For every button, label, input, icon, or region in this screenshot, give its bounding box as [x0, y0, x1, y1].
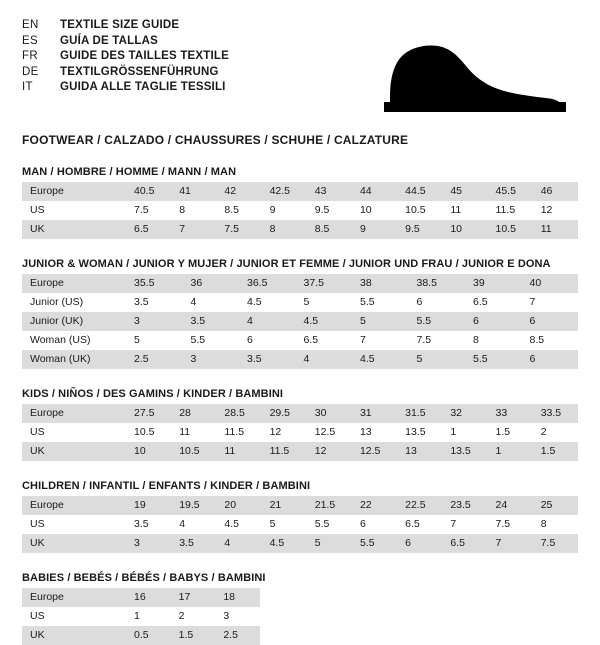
size-cell: 5: [262, 515, 307, 534]
size-cell: 7.5: [126, 201, 171, 220]
size-cell: 4.5: [262, 534, 307, 553]
size-cell: 10.5: [397, 201, 442, 220]
size-cell: 6.5: [296, 331, 353, 350]
size-cell: 7.5: [488, 515, 533, 534]
size-cell: 7.5: [216, 220, 261, 239]
row-label: Junior (UK): [22, 312, 126, 331]
size-cell: 31.5: [397, 404, 442, 423]
size-cell: 5.5: [465, 350, 522, 369]
size-cell: 3: [183, 350, 240, 369]
size-group-title: BABIES / BEBÉS / BÉBÉS / BABYS / BAMBINI: [22, 572, 266, 584]
size-cell: 6: [409, 293, 466, 312]
size-cell: 1: [488, 442, 533, 461]
size-cell: 28.5: [216, 404, 261, 423]
size-cell: 40.5: [126, 182, 171, 201]
table-row: [22, 274, 578, 293]
size-cell: 33: [488, 404, 533, 423]
size-cell: 10.5: [171, 442, 216, 461]
size-cell: 6.5: [465, 293, 522, 312]
size-cell: 13: [397, 442, 442, 461]
size-cell: 2: [533, 423, 578, 442]
size-cell: 5: [352, 312, 409, 331]
size-cell: 2: [171, 607, 216, 626]
size-cell: 13.5: [442, 442, 487, 461]
table-row: [22, 201, 578, 220]
size-cell: 11: [533, 220, 578, 239]
size-cell: 19: [126, 496, 171, 515]
language-row: [22, 34, 229, 50]
size-cell: 3.5: [126, 293, 183, 312]
size-cell: 3: [215, 607, 260, 626]
size-group: [22, 258, 578, 369]
size-cell: 45: [442, 182, 487, 201]
row-label: Europe: [22, 588, 126, 607]
row-label: Europe: [22, 404, 126, 423]
size-cell: 6: [239, 331, 296, 350]
size-cell: 20: [216, 496, 261, 515]
language-title-list-body: [22, 18, 229, 96]
size-table: [22, 588, 260, 645]
size-cell: 5: [409, 350, 466, 369]
size-cell: 46: [533, 182, 578, 201]
size-cell: 8.5: [522, 331, 579, 350]
row-label: Junior (US): [22, 293, 126, 312]
row-label: US: [22, 423, 126, 442]
size-cell: 42: [216, 182, 261, 201]
size-cell: 8: [465, 331, 522, 350]
size-cell: 7: [171, 220, 216, 239]
page-header: [22, 18, 578, 119]
language-title: GUIDA ALLE TAGLIE TESSILI: [60, 81, 226, 93]
size-cell: 4.5: [352, 350, 409, 369]
row-label: UK: [22, 534, 126, 553]
size-cell: 7.5: [533, 534, 578, 553]
size-cell: 23.5: [442, 496, 487, 515]
size-cell: 38.5: [409, 274, 466, 293]
size-cell: 1: [442, 423, 487, 442]
size-group: [22, 166, 578, 239]
size-cell: 6: [522, 350, 579, 369]
size-cell: 4.5: [296, 312, 353, 331]
size-cell: 3.5: [183, 312, 240, 331]
size-cell: 5.5: [352, 293, 409, 312]
size-cell: 4: [239, 312, 296, 331]
size-cell: 8: [171, 201, 216, 220]
size-cell: 31: [352, 404, 397, 423]
size-cell: 35.5: [126, 274, 183, 293]
table-row: [22, 607, 260, 626]
table-row: [22, 588, 260, 607]
language-title: TEXTILGRÖSSENFÜHRUNG: [60, 65, 219, 78]
table-row: [22, 496, 578, 515]
row-label: US: [22, 515, 126, 534]
size-cell: 11.5: [488, 201, 533, 220]
size-cell: 41: [171, 182, 216, 201]
size-cell: 13.5: [397, 423, 442, 442]
size-cell: 22: [352, 496, 397, 515]
size-cell: 40: [522, 274, 579, 293]
size-cell: 9.5: [307, 201, 352, 220]
language-row: [22, 80, 229, 96]
size-cell: 32: [442, 404, 487, 423]
size-group-title: CHILDREN / INFANTIL / ENFANTS / KINDER / BAMBINI: [22, 480, 311, 492]
language-title-list: [22, 18, 229, 96]
size-cell: 22.5: [397, 496, 442, 515]
row-label: UK: [22, 626, 126, 645]
size-cell: 39: [465, 274, 522, 293]
row-label: Europe: [22, 182, 126, 201]
size-cell: 7: [352, 331, 409, 350]
size-group-title: MAN / HOMBRE / HOMME / MANN / MAN: [22, 166, 237, 178]
size-cell: 10: [442, 220, 487, 239]
size-group: [22, 480, 578, 553]
size-cell: 7.5: [409, 331, 466, 350]
row-label: US: [22, 607, 126, 626]
page-title: FOOTWEAR / CALZADO / CHAUSSURES / SCHUHE / CALZATURE: [22, 133, 409, 147]
size-cell: 4.5: [239, 293, 296, 312]
language-row: [22, 65, 229, 81]
size-cell: 12: [262, 423, 307, 442]
size-cell: 2.5: [215, 626, 260, 645]
size-cell: 6: [352, 515, 397, 534]
size-table: [22, 182, 578, 239]
size-cell: 5.5: [409, 312, 466, 331]
size-cell: 27.5: [126, 404, 171, 423]
size-group: [22, 388, 578, 461]
row-label: UK: [22, 442, 126, 461]
size-cell: 19.5: [171, 496, 216, 515]
size-cell: 25: [533, 496, 578, 515]
size-cell: 4.5: [216, 515, 261, 534]
size-cell: 9.5: [397, 220, 442, 239]
size-cell: 7: [522, 293, 579, 312]
size-group-title: KIDS / NIÑOS / DES GAMINS / KINDER / BAMBINI: [22, 388, 284, 400]
size-cell: 21: [262, 496, 307, 515]
table-row: [22, 423, 578, 442]
table-row: [22, 626, 260, 645]
size-cell: 36: [183, 274, 240, 293]
size-cell: 4: [216, 534, 261, 553]
size-cell: 3: [126, 534, 171, 553]
size-cell: 11.5: [262, 442, 307, 461]
size-cell: 36.5: [239, 274, 296, 293]
dress-shoe-icon: [380, 34, 570, 119]
size-cell: 1.5: [488, 423, 533, 442]
size-cell: 6: [522, 312, 579, 331]
size-cell: 5: [307, 534, 352, 553]
size-group-title: JUNIOR & WOMAN / JUNIOR Y MUJER / JUNIOR ET FEMME / JUNIOR UND FRAU / JUNIOR E DONA: [22, 258, 551, 270]
size-cell: 12: [307, 442, 352, 461]
size-cell: 11.5: [216, 423, 261, 442]
size-cell: 2.5: [126, 350, 183, 369]
size-cell: 45.5: [488, 182, 533, 201]
size-cell: 6: [397, 534, 442, 553]
size-cell: 16: [126, 588, 171, 607]
row-label: Europe: [22, 496, 126, 515]
size-cell: 7: [488, 534, 533, 553]
language-code: EN: [22, 19, 39, 31]
table-row: [22, 293, 578, 312]
size-cell: 44: [352, 182, 397, 201]
size-cell: 3: [126, 312, 183, 331]
size-cell: 5: [126, 331, 183, 350]
size-cell: 29.5: [262, 404, 307, 423]
size-cell: 10.5: [126, 423, 171, 442]
size-cell: 10.5: [488, 220, 533, 239]
size-cell: 11: [171, 423, 216, 442]
size-cell: 11: [442, 201, 487, 220]
size-cell: 18: [215, 588, 260, 607]
language-title: TEXTILE SIZE GUIDE: [60, 19, 180, 31]
size-cell: 1.5: [533, 442, 578, 461]
language-code: FR: [22, 50, 38, 62]
language-code: DE: [22, 65, 39, 78]
language-row: [22, 18, 229, 34]
size-cell: 21.5: [307, 496, 352, 515]
row-label: Woman (US): [22, 331, 126, 350]
size-cell: 12: [533, 201, 578, 220]
size-cell: 5.5: [183, 331, 240, 350]
size-cell: 1: [126, 607, 171, 626]
size-cell: 42.5: [262, 182, 307, 201]
size-cell: 7: [442, 515, 487, 534]
size-cell: 44.5: [397, 182, 442, 201]
table-row: [22, 534, 578, 553]
size-cell: 8.5: [216, 201, 261, 220]
size-cell: 5.5: [307, 515, 352, 534]
size-cell: 28: [171, 404, 216, 423]
table-row: [22, 312, 578, 331]
size-cell: 11: [216, 442, 261, 461]
size-cell: 5: [296, 293, 353, 312]
size-cell: 6: [465, 312, 522, 331]
row-label: US: [22, 201, 126, 220]
size-cell: 33.5: [533, 404, 578, 423]
language-code: ES: [22, 34, 38, 47]
size-cell: 3.5: [239, 350, 296, 369]
table-row: [22, 404, 578, 423]
size-cell: 12.5: [307, 423, 352, 442]
language-title: GUÍA DE TALLAS: [60, 34, 158, 47]
size-cell: 12.5: [352, 442, 397, 461]
size-cell: 4: [296, 350, 353, 369]
size-cell: 3.5: [171, 534, 216, 553]
language-code: IT: [22, 81, 33, 93]
row-label: UK: [22, 220, 126, 239]
size-cell: 9: [352, 220, 397, 239]
size-cell: 24: [488, 496, 533, 515]
size-cell: 13: [352, 423, 397, 442]
size-cell: 4: [183, 293, 240, 312]
language-row: [22, 49, 229, 65]
row-label: Woman (UK): [22, 350, 126, 369]
size-cell: 8.5: [307, 220, 352, 239]
size-cell: 43: [307, 182, 352, 201]
size-table: [22, 404, 578, 461]
size-cell: 10: [352, 201, 397, 220]
size-cell: 6.5: [126, 220, 171, 239]
table-row: [22, 442, 578, 461]
size-cell: 9: [262, 201, 307, 220]
size-cell: 17: [171, 588, 216, 607]
language-title: GUIDE DES TAILLES TEXTILE: [60, 50, 229, 62]
size-cell: 6.5: [397, 515, 442, 534]
table-row: [22, 515, 578, 534]
size-cell: 38: [352, 274, 409, 293]
size-table: [22, 274, 578, 369]
size-cell: 1.5: [171, 626, 216, 645]
row-label: Europe: [22, 274, 126, 293]
size-cell: 3.5: [126, 515, 171, 534]
table-row: [22, 350, 578, 369]
size-cell: 8: [533, 515, 578, 534]
size-cell: 6.5: [442, 534, 487, 553]
size-cell: 4: [171, 515, 216, 534]
table-row: [22, 182, 578, 201]
size-cell: 30: [307, 404, 352, 423]
table-row: [22, 331, 578, 350]
size-cell: 37.5: [296, 274, 353, 293]
size-table: [22, 496, 578, 553]
size-group-list: [22, 166, 578, 645]
size-group: [22, 572, 578, 645]
table-row: [22, 220, 578, 239]
size-cell: 10: [126, 442, 171, 461]
size-cell: 0.5: [126, 626, 171, 645]
size-cell: 5.5: [352, 534, 397, 553]
size-cell: 8: [262, 220, 307, 239]
